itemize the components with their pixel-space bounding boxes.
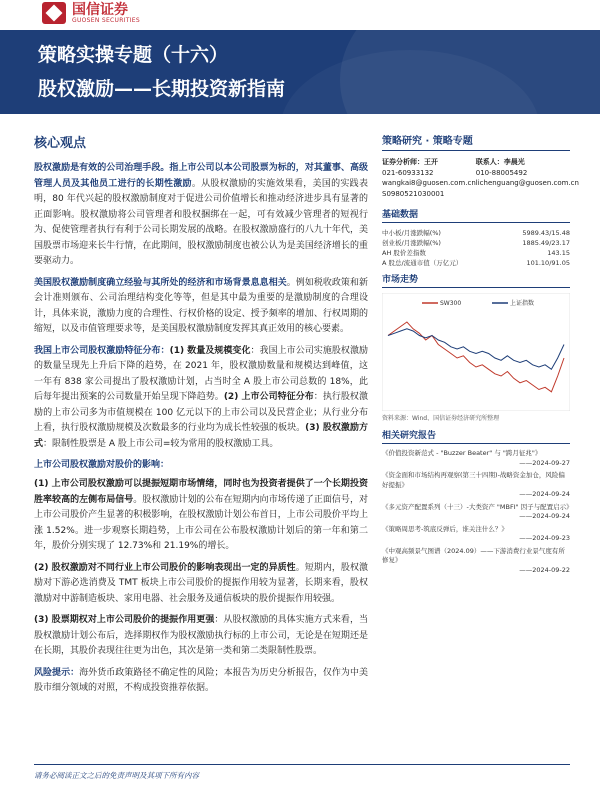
paragraph-1: 股权激励是有效的公司治理手段。指上市公司以本公司股票为标的，对其董事、高级管理人员及其他员工进行的长期性激励。从股权激励的实施效果看，美国的实践表明，80 年代兴起的股权激励制度对于促进公司价值增长和推动经济进步具有显著的正面影响。股权激励将公司管理者和股权捆绑在一起，可有效减少管理者的短视行为、促使管理者执行有利于公司长期发展的战略。在股权激励盛行的八九十年代，美国股票市场迎来长牛行情，在此期间，股权激励制度也被公认为是美国经济增长的重要驱动力。 <box>34 163 368 266</box>
basic-row: AH 股价差指数 143.15 <box>382 249 570 257</box>
legend-label-shanghai: 上证指数 <box>510 300 535 307</box>
basic-data-title: 基础数据 <box>382 207 570 223</box>
sidebar-title: 策略研究 · 策略专题 <box>382 132 570 151</box>
report-title: 策略实操专题（十六） <box>38 44 229 66</box>
impact-title: 上市公司股权激励对股价的影响： <box>34 460 170 470</box>
market-trend-chart <box>382 293 570 411</box>
analyst-2-email[interactable]: lichenguang@guosen.com.cn <box>475 179 579 187</box>
top-bar <box>0 0 600 30</box>
brand-logo <box>42 2 140 24</box>
basic-row: 创业板/月涨跌幅(%) 1885.49/23.17 <box>382 239 570 247</box>
analyst-1-email[interactable]: wangkai8@guosen.com.cn <box>382 179 476 187</box>
chart-source: 资料来源：Wind、国信证券经济研究所整理 <box>382 415 500 422</box>
related-item[interactable]: 《中观高频景气图谱（2024.09）——下游消费行业景气度有所修复》 ——2024-09-22 <box>382 546 570 574</box>
impact-1: (1) 上市公司股权激励可以提振短期市场情绪，同时也为投资者提供了一个长期投资胜率较高的左侧布局信号。股权激励计划的公布在短期内向市场传递了正面信号，对上市公司股价产生显著的积极影响，在股权激励计划公布首日，上市公司股价平均上涨 1.52%。进一步观察长期趋势，上市公司在公布股权激励计划后的第一年和第二年，股价分别实现了 12.73%和 21.19%的增长。 <box>34 479 368 551</box>
paragraph-2: 美国股权激励制度确立经验与其所处的经济和市场背景息息相关。例如税收政策和新会计准则颁布、公司治理结构变化等等，但是其中最为重要的是激励制度的合理设计，具体来说，激励力度的合理性、行权价格的设定、授予频率的增加、行权周期的缩短，以及市值管理要求等，是美国股权激励制度发挥其真正效用的核心要素。 <box>34 277 368 334</box>
paragraph-3: 我国上市公司股权激励特征分布：(1) 数量及规模变化：我国上市公司实施股权激励的数量呈现先上升后下降的趋势，在 2021 年，股权激励数量和规模达到峰值，这一年有 838 家公司提出了股权激励计划，占当时全 A 股上市公司总数的 18%，此后每年提出预案的公司数量开始呈现下降趋势。(2) 上市公司特征分布：执行股权激励的上市公司多为市值规模在 100 亿元以下的上市公司以及民营企业；从行业分布上看，执行股权激励规模及次数最多的行业均为成长性较强的板块。(3) 股权激励方式：限制性股票是 A 股上市公司=较为常用的股权激励工具。 <box>34 345 368 449</box>
analyst-block <box>382 157 579 199</box>
impact-2: (2) 股权激励对不同行业上市公司股价的影响表现出一定的异质性。短期内，股权激励对下游必选消费及 TMT 板块上市公司股价的提振作用较为显著，长期来看，股权激励对中游制造板块、家用电器、社会服务及通信板块的股价提振作用较强。 <box>34 562 368 604</box>
logo-cn: 国信证券 <box>72 1 128 18</box>
basic-row: 中小板/月涨跌幅(%) 5989.43/15.48 <box>382 229 570 237</box>
related-item[interactable]: 《多元资产配置系列（十三）-大类资产 "MBFI" 因子与配置启示》 ——2024-09-24 <box>382 502 573 520</box>
impact-3: (3) 股票期权对上市公司股价的提振作用更强：从股权激励的具体实施方式来看，当股权激励计划公布后，选择期权作为股权激励执行标的上市公司，无论是在短期还是在长期，其股价表现往往更为出色，其次是第一类和第二类限制性股票。 <box>34 615 368 656</box>
footer-disclaimer: 请务必阅读正文之后的免责声明及其项下所有内容 <box>34 771 199 780</box>
trend-svg <box>382 293 570 411</box>
core-title: 核心观点 <box>34 136 87 151</box>
basic-row: A 股总/流通市值（万亿元） 101.10/91.05 <box>382 259 570 267</box>
report-subtitle: 股权激励——长期投资新指南 <box>38 78 286 100</box>
analyst-1: 证券分析师：王开 021-60933132 wangkai8@guosen.com.cn S0980521030001 <box>382 158 476 198</box>
title-banner <box>0 30 600 114</box>
related-item[interactable]: 《资金面和市场结构再观察(第三十四期)-战略资金加仓，风险偏好提振》 ——2024-09-24 <box>382 471 570 498</box>
sidebar <box>382 132 579 578</box>
logo-icon <box>42 2 66 24</box>
basic-data-list <box>382 228 570 268</box>
analyst-2: 联系人：李晨光 010-88005492 lichenguang@guosen.com.cn <box>475 158 579 187</box>
logo-en: GUOSEN SECURITIES <box>72 16 141 24</box>
related-list <box>382 449 573 575</box>
market-trend-title: 市场走势 <box>382 272 570 288</box>
related-item[interactable]: 《价值投资新范式 - "Buzzer Beater" 与 "跨月征兆"》 ——2024-09-27 <box>382 449 570 467</box>
related-title: 相关研究报告 <box>382 428 570 444</box>
related-item[interactable]: 《策略周思考-筑底反弹后，谁关注什么？》 ——2024-09-23 <box>382 524 570 542</box>
footer-divider <box>34 764 570 765</box>
risk-note: 风险提示：海外货币政策路径不确定性的风险；本报告为历史分析报告，仅作为中美股市细分领域的对照，不构成投资推荐依据。 <box>34 667 368 693</box>
legend-label-sw300: SW300 <box>440 300 462 307</box>
core-content <box>34 132 368 703</box>
